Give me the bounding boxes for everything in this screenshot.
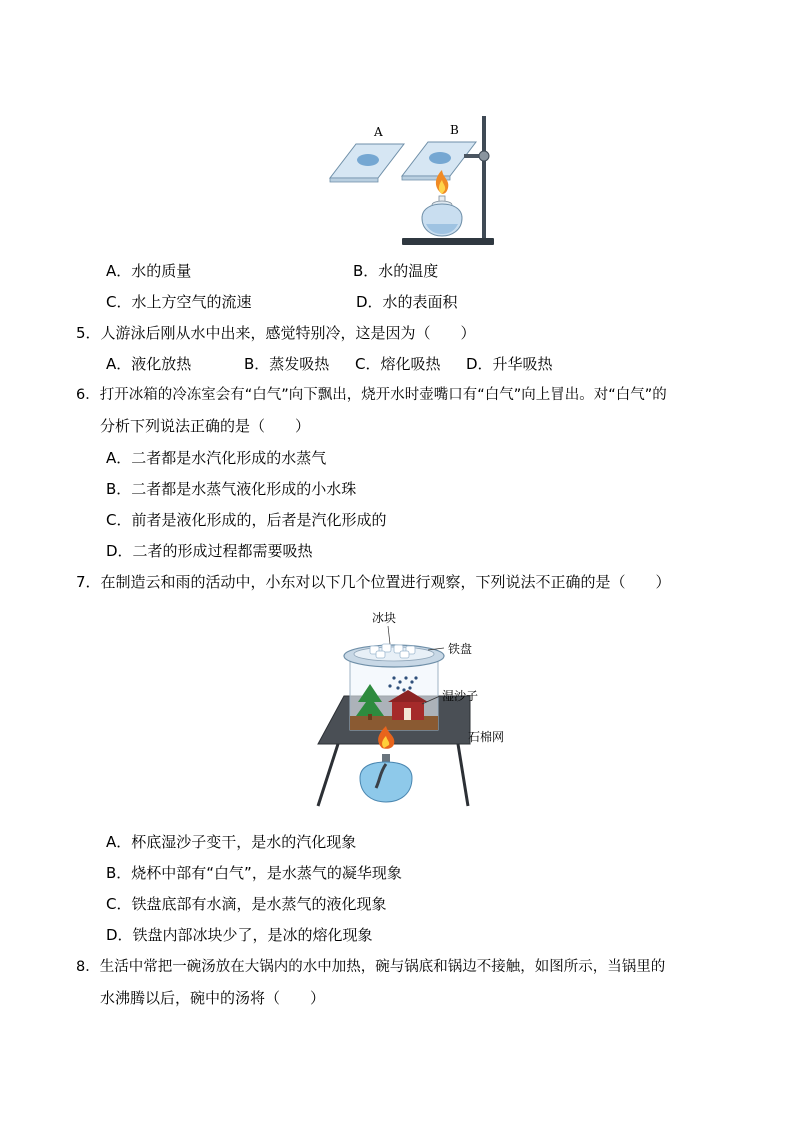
q4-option-a: A．水的质量 xyxy=(106,262,192,280)
q6-stem-line2: 分析下列说法正确的是（ ） xyxy=(100,417,311,435)
tripod-leg-left xyxy=(318,744,338,806)
q5-option-a: A．液化放热 xyxy=(106,355,192,373)
cloud-rain-figure xyxy=(310,608,530,812)
q4-option-c: C．水上方空气的流速 xyxy=(106,293,252,311)
alcohol-lamp xyxy=(360,762,412,802)
q6-option-c: C．前者是液化形成的，后者是汽化形成的 xyxy=(106,511,387,529)
q7-option-b: B．烧杯中部有“白气”，是水蒸气的凝华现象 xyxy=(106,864,402,882)
label-ice: 冰块 xyxy=(372,611,397,625)
q5-option-d: D．升华吸热 xyxy=(466,355,553,373)
label-sand: 湿沙子 xyxy=(442,689,479,703)
q7-option-c: C．铁盘底部有水滴，是水蒸气的液化现象 xyxy=(106,895,387,913)
evaporation-figure xyxy=(326,112,501,252)
q5-stem: 5．人游泳后刚从水中出来，感觉特别冷，这是因为（ ） xyxy=(76,324,476,342)
q6-option-b: B．二者都是水蒸气液化形成的小水珠 xyxy=(106,480,357,498)
q7-option-d: D．铁盘内部冰块少了，是冰的熔化现象 xyxy=(106,926,373,944)
water-drop-a xyxy=(357,154,379,166)
q6-option-d: D．二者的形成过程都需要吸热 xyxy=(106,542,313,560)
stand-base xyxy=(402,238,494,245)
q8-stem-line1: 8．生活中常把一碗汤放在大锅内的水中加热，碗与锅底和锅边不接触，如图所示，当锅里的 xyxy=(76,959,666,975)
q8-stem-line2: 水沸腾以后，碗中的汤将（ ） xyxy=(100,989,326,1007)
q5-option-c: C．熔化吸热 xyxy=(355,355,441,373)
label-a: A xyxy=(374,125,383,139)
q4-option-b: B．水的温度 xyxy=(353,262,439,280)
label-tray: 铁盘 xyxy=(448,642,473,656)
label-gauze: 石棉网 xyxy=(468,730,505,744)
q4-option-d: D．水的表面积 xyxy=(356,293,458,311)
q5-option-b: B．蒸发吸热 xyxy=(244,355,330,373)
q7-stem: 7．在制造云和雨的活动中，小东对以下几个位置进行观察，下列说法不正确的是（ ） xyxy=(76,573,671,591)
water-drop-b xyxy=(429,152,451,164)
q7-option-a: A．杯底湿沙子变干，是水的汽化现象 xyxy=(106,833,357,851)
tripod-leg-right xyxy=(458,744,468,806)
stand-clamp xyxy=(479,151,489,161)
label-b: B xyxy=(450,123,459,137)
q6-option-a: A．二者都是水汽化形成的水蒸气 xyxy=(106,449,327,467)
stand-rod xyxy=(482,116,486,242)
q6-stem-line1: 6．打开冰箱的冷冻室会有“白气”向下飘出，烧开水时壶嘴口有“白气”向上冒出。对“白气”的 xyxy=(76,387,667,403)
